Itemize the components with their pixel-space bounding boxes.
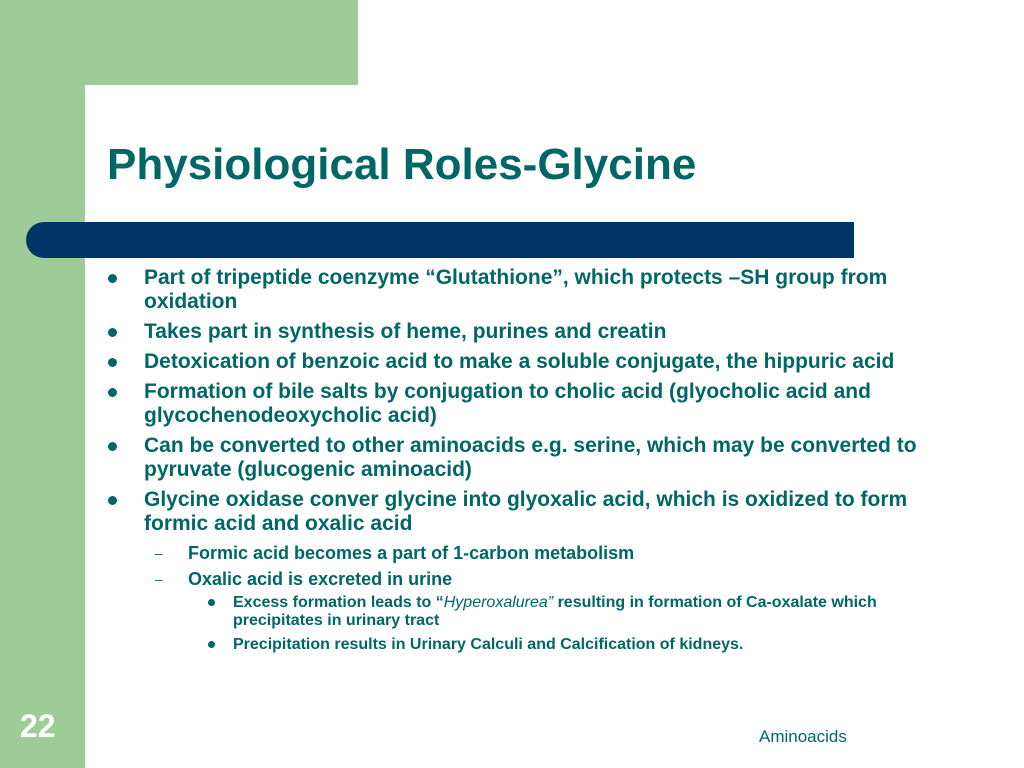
sub-sub-bullet-text: Precipitation results in Urinary Calculi and Calcification of kidneys. <box>233 636 744 653</box>
italic-term: Hyperoxalurea” <box>443 594 554 611</box>
top-green-band <box>0 0 358 85</box>
bullet-text: Takes part in synthesis of heme, purines and creatin <box>144 320 667 343</box>
bullet-text: Detoxication of benzoic acid to make a soluble conjugate, the hippuric acid <box>144 350 895 373</box>
sub-sub-bullet-item <box>0 636 933 654</box>
sub-bullet-text: Oxalic acid is excreted in urine <box>188 569 453 589</box>
bullet-item <box>0 320 934 344</box>
bullet-dot-icon <box>108 496 117 505</box>
slide-title: Physiological Roles-Glycine <box>107 140 697 189</box>
bullet-text: Part of tripeptide coenzyme “Glutathione”, which protects –SH group from oxidation <box>144 266 888 313</box>
text-prefix: Excess formation leads to “ <box>233 594 444 611</box>
bullet-item <box>0 266 934 314</box>
sub-sub-bullet-text <box>233 594 877 629</box>
footer-label: Aminoacids <box>759 727 847 746</box>
bullet-list <box>0 266 1024 660</box>
dash-icon: – <box>155 571 163 587</box>
bullet-text: Formation of bile salts by conjugation to cholic acid (glyocholic acid and glycochenodeoxycholic acid) <box>144 380 871 427</box>
sub-bullet-item <box>0 568 1024 590</box>
title-underline-bar <box>26 222 854 258</box>
dash-icon: – <box>155 545 163 561</box>
bullet-item <box>0 380 934 428</box>
text-suffix: resulting in formation of Ca-oxalate which precipitates in urinary tract <box>233 594 877 629</box>
bullet-item <box>0 350 934 374</box>
bullet-dot-icon <box>108 358 117 367</box>
bullet-dot-icon <box>208 641 215 648</box>
bullet-dot-icon <box>108 328 117 337</box>
bullet-dot-icon <box>108 274 117 283</box>
sub-bullet-item <box>0 542 1024 564</box>
page-number: 22 <box>20 708 56 744</box>
bullet-dot-icon <box>108 442 117 451</box>
bullet-text: Can be converted to other aminoacids e.g. serine, which may be converted to pyruvate (glucogenic aminoacid) <box>144 434 917 481</box>
bullet-dot-icon <box>108 388 117 397</box>
bullet-dot-icon <box>208 599 215 606</box>
bullet-item <box>0 434 934 482</box>
sub-sub-bullet-item <box>0 594 933 630</box>
bullet-text: Glycine oxidase conver glycine into glyoxalic acid, which is oxidized to form formic acid and oxalic acid <box>144 488 908 535</box>
sub-bullet-text: Formic acid becomes a part of 1-carbon metabolism <box>188 543 635 563</box>
bullet-item <box>0 488 934 536</box>
